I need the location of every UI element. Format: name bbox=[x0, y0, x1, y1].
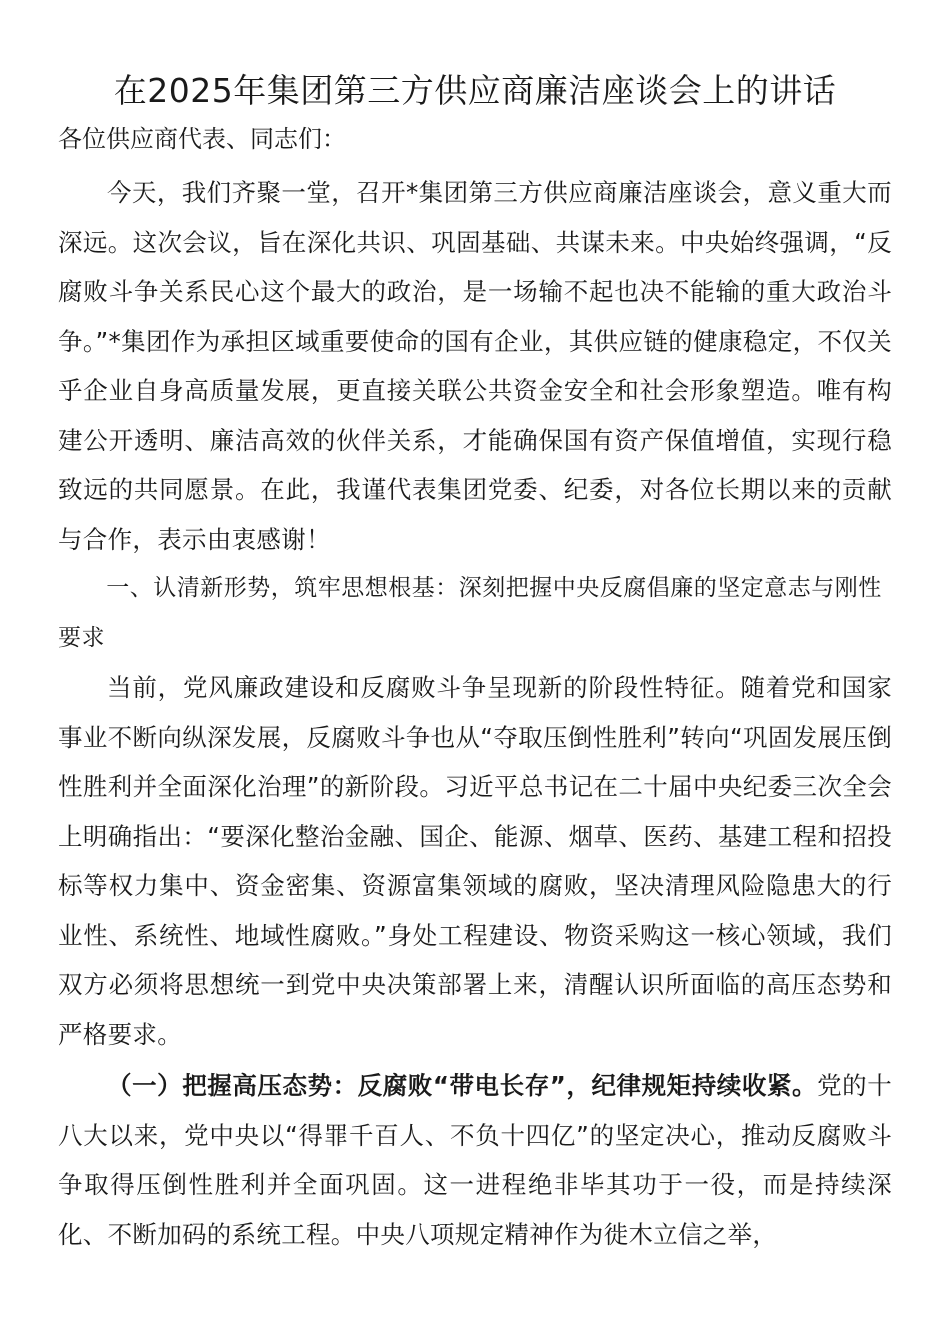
paragraph-opening: 今天，我们齐聚一堂，召开*集团第三方供应商廉洁座谈会，意义重大而深远。这次会议，旨在深化共识、巩固基础、共谋未来。中央始终强调，“反腐败斗争关系民心这个最大的政治，是一场输不起也决不能输的重大政治斗争。”*集团作为承担区域重要使命的国有企业，其供应链的健康稳定，不仅关乎企业自身高质量发展，更直接关联公共资金安全和社会形象塑造。唯有构建公开透明、廉洁高效的伙伴关系，才能确保国有资产保值增值，实现行稳致远的共同愿景。在此，我谨代表集团党委、纪委，对各位长期以来的贡献与合作，表示由衷感谢！ bbox=[58, 178, 892, 554]
subsection-heading-1: （一）把握高压态势：反腐败“带电长存”，纪律规矩持续收紧。 bbox=[107, 1071, 818, 1100]
paragraph-situation: 当前，党风廉政建设和反腐败斗争呈现新的阶段性特征。随着党和国家事业不断向纵深发展，反腐败斗争也从“夺取压倒性胜利”转向“巩固发展压倒性胜利并全面深化治理”的新阶段。习近平总书记在二十届中央纪委三次全会上明确指出：“要深化整治金融、国企、能源、烟草、医药、基建工程和招投标等权力集中、资金密集、资源富集领域的腐败，坚决清理风险隐患大的行业性、系统性、地域性腐败。”身处工程建设、物资采购这一核心领域，我们双方必须将思想统一到党中央决策部署上来，清醒认识所面临的高压态势和严格要求。 bbox=[58, 673, 892, 1049]
section-heading-1: 一、认清新形势，筑牢思想根基：深刻把握中央反腐倡廉的坚定意志与刚性要求 bbox=[58, 575, 882, 651]
paragraph-subsection-1 bbox=[58, 1061, 892, 1259]
page-title: 在2025年集团第三方供应商廉洁座谈会上的讲话 bbox=[113, 71, 837, 110]
document-page bbox=[58, 62, 892, 1259]
salutation: 各位供应商代表、同志们： bbox=[58, 125, 346, 153]
subsection-body-1: 党的十八大以来，党中央以“得罪千百人、不负十四亿”的坚定决心，推动反腐败斗争取得压倒性胜利并全面巩固。这一进程绝非毕其功于一役，而是持续深化、不断加码的系统工程。中央八项规定精神作为徙木立信之举， bbox=[58, 1071, 892, 1249]
